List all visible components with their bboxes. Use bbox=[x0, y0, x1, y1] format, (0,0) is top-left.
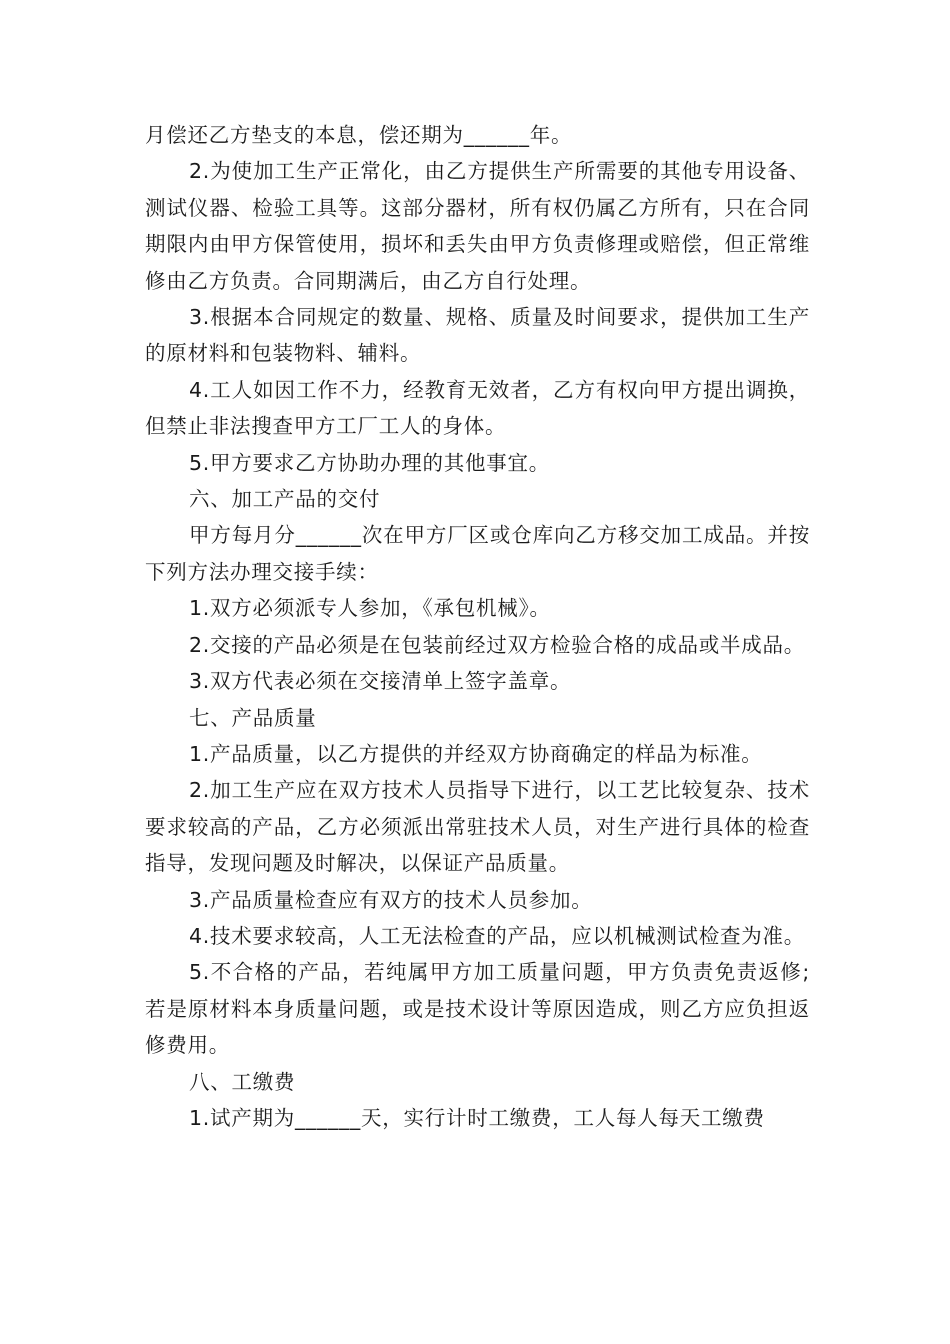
paragraph-other-matters: 5.甲方要求乙方协助办理的其他事宜。 bbox=[189, 450, 551, 475]
paragraph-repayment-period: 月偿还乙方垫支的本息，偿还期为______年。 bbox=[145, 123, 573, 147]
paragraph-quality-guidance: 2.加工生产应在双方技术人员指导下进行，以工艺比较复杂、技术要求较高的产品，乙方必须派出常驻技术人员，对生产进行具体的检查指导，发现问题及时解决，以保证产品质量。 bbox=[145, 778, 810, 876]
paragraph-delivery-schedule: 甲方每月分______次在甲方厂区或仓库向乙方移交加工成品。并按下列方法办理交接手续： bbox=[145, 523, 810, 584]
paragraph-delivery-signature: 3.双方代表必须在交接清单上签字盖章。 bbox=[189, 669, 572, 694]
paragraph-quality-machine-testing: 4.技术要求较高，人工无法检查的产品，应以机械测试检查为准。 bbox=[189, 923, 806, 948]
document-page bbox=[145, 117, 810, 1136]
section-heading-delivery: 六、加工产品的交付 bbox=[189, 487, 381, 512]
section-heading-processing-fee: 八、工缴费 bbox=[189, 1069, 296, 1094]
paragraph-equipment-provision: 2.为使加工生产正常化，由乙方提供生产所需要的其他专用设备、测试仪器、检验工具等。这部分器材，所有权仍属乙方所有，只在合同期限内由甲方保管使用，损坏和丢失由甲方负责修理或赔偿，但正常维修由乙方负责。合同期满后，由乙方自行处理。 bbox=[145, 159, 810, 293]
paragraph-trial-period: 1.试产期为______天，实行计时工缴费，工人每人每天工缴费 bbox=[189, 1105, 765, 1130]
section-heading-quality: 七、产品质量 bbox=[189, 705, 317, 730]
paragraph-delivery-inspection: 2.交接的产品必须是在包装前经过双方检验合格的成品或半成品。 bbox=[189, 632, 806, 657]
paragraph-worker-replacement: 4.工人如因工作不力，经教育无效者，乙方有权向甲方提出调换，但禁止非法搜查甲方工厂工人的身体。 bbox=[145, 377, 810, 439]
paragraph-delivery-personnel: 1.双方必须派专人参加，《承包机械》。 bbox=[189, 596, 551, 621]
paragraph-quality-standard: 1.产品质量，以乙方提供的并经双方协商确定的样品为标准。 bbox=[189, 741, 763, 766]
paragraph-raw-materials: 3.根据本合同规定的数量、规格、质量及时间要求，提供加工生产的原材料和包装物料、辅料。 bbox=[145, 305, 810, 366]
paragraph-quality-rework: 5.不合格的产品，若纯属甲方加工质量问题，甲方负责免责返修;若是原材料本身质量问题，或是技术设计等原因造成，则乙方应负担返修费用。 bbox=[145, 960, 810, 1058]
paragraph-quality-inspection: 3.产品质量检查应有双方的技术人员参加。 bbox=[189, 887, 593, 912]
